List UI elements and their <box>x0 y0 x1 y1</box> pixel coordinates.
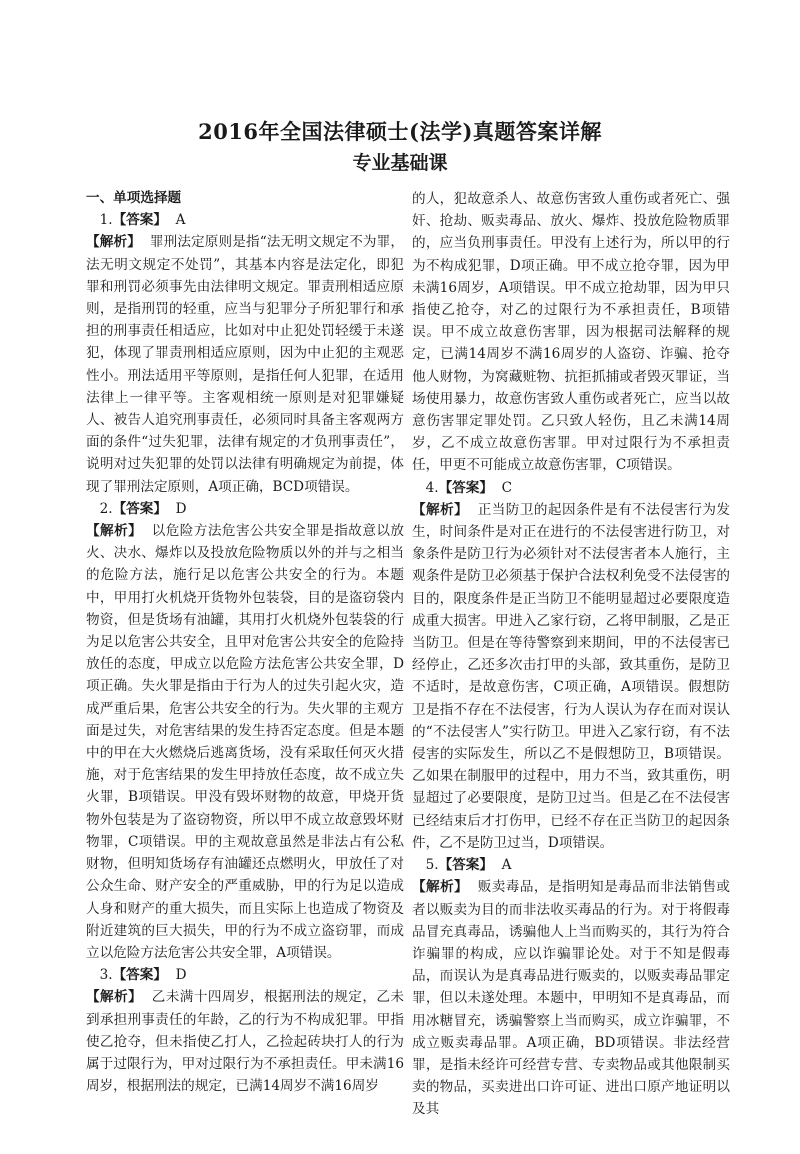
right-column <box>412 188 730 1121</box>
analysis-tag: 【解析】 <box>86 523 143 540</box>
question-number: 2. <box>99 500 113 517</box>
question-number: 1. <box>99 212 113 229</box>
page-title: 2016年全国法律硕士(法学)真题答案详解 <box>198 119 602 144</box>
answer-value: D <box>175 500 187 517</box>
analysis-tag: 【解析】 <box>86 989 143 1006</box>
answer-value: C <box>501 479 513 496</box>
answer-tag: 【答案】 <box>112 212 167 229</box>
answer-tag: 【答案】 <box>112 967 167 984</box>
analysis-tag: 【解析】 <box>412 501 469 518</box>
question-1-answer-line <box>86 209 404 231</box>
page-subtitle: 专业基础课 <box>352 152 448 174</box>
left-column <box>86 187 404 1097</box>
question-3-analysis-continued <box>412 188 730 477</box>
answer-tag: 【答案】 <box>112 500 167 517</box>
analysis-text: 罪刑法定原则是指“法无明文规定不为罪，法无明文规定不处罚”，其基本内容是法定化，即犯罪和刑罚必须事先由法律明文规定。罪责刑相适应原则，是指刑罚的轻重，应当与犯罪分子所犯罪行和承担的刑事责任相适应，比如对中止犯处罚轻缓于未遂犯，体现了罪责刑相适应原则，因为中止犯的主观恶性小。刑法适用平等原则，是指任何人犯罪，在适用法律上一律平等。主客观相统一原则是对犯罪嫌疑人、被告人追究刑事责任，必须同时具备主客观两方面的条件“过失犯罪，法律有规定的才负刑事责任”，说明对过失犯罪的处罚以法律有明确规定为前提，体现了罪刑法定原则，A项正确，BCD项错误。 <box>86 234 404 495</box>
answer-value: D <box>175 967 187 984</box>
question-5-answer-line <box>412 854 730 876</box>
answer-tag: 【答案】 <box>438 857 493 874</box>
question-2-analysis <box>86 520 404 964</box>
question-4-analysis <box>412 499 730 854</box>
analysis-tag: 【解析】 <box>86 234 141 251</box>
section-heading: 一、单项选择题 <box>86 190 182 206</box>
analysis-text: 正当防卫的起因条件是有不法侵害行为发生，时间条件是对正在进行的不法侵害进行防卫，对象条件是防卫行为必须针对不法侵害者本人施行，主观条件是防卫必须基于保护合法权利免受不法侵害的目的，限度条件是正当防卫不能明显超过必要限度造成重大损害。甲进入乙家行窃，乙将甲制服，乙是正当防卫。但是在等待警察到来期间，甲的不法侵害已经停止，乙还多次击打甲的头部，致其重伤，是防卫不适时，是故意伤害，C项正确，A项错误。假想防卫是指不存在不法侵害，行为人误认为存在而对误认的“不法侵害人”实行防卫。甲进入乙家行窃，有不法侵害的实际发生，所以乙不是假想防卫，B项错误。乙如果在制服甲的过程中，用力不当，致其重伤，明显超过了必要限度，是防卫过当。但是乙在不法侵害已经结束后才打伤甲，已经不存在正当防卫的起因条件，乙不是防卫过当，D项错误。 <box>412 501 731 851</box>
question-3-answer-line <box>86 964 404 986</box>
question-4-answer-line <box>412 477 730 499</box>
analysis-tag: 【解析】 <box>412 879 469 896</box>
analysis-text-part2: 的人，犯故意杀人、故意伤害致人重伤或者死亡、强奸、抢劫、贩卖毒品、放火、爆炸、投放危险物质罪的，应当负刑事责任。甲没有上述行为，所以甲的行为不构成犯罪，D项正确。甲不成立抢夺罪，因为甲未满16周岁，A项错误。甲不成立抢劫罪，因为甲只指使乙抢夺，对乙的过限行为不承担责任，B项错误。甲不成立故意伤害罪，因为根据司法解释的规定，已满14周岁不满16周岁的人盗窃、诈骗、抢夺他人财物，为窝藏赃物、抗拒抓捕或者毁灭罪证，当场使用暴力，故意伤害致人重伤或者死亡，应当以故意伤害罪定罪处罚。乙只致人轻伤，且乙未满14周岁，乙不成立故意伤害罪。甲对过限行为不承担责任，甲更不可能成立故意伤害罪，C项错误。 <box>412 191 730 474</box>
answer-value: A <box>501 857 512 874</box>
answer-value: A <box>175 212 186 229</box>
question-number: 4. <box>425 479 439 496</box>
question-1-analysis <box>86 231 404 497</box>
question-number: 3. <box>99 967 113 984</box>
analysis-text: 以危险方法危害公共安全罪是指故意以放火、决水、爆炸以及投放危险物质以外的并与之相当的危险方法，施行足以危害公共安全的行为。本题中，甲用打火机烧开货物外包装袋，目的是盗窃袋内物资，但是货场有油罐，其用打火机烧外包装袋的行为足以危害公共安全，且甲对危害公共安全的危险持放任的态度，甲成立以危险方法危害公共安全罪，D项正确。失火罪是指由于行为人的过失引起火灾，造成严重后果，危害公共安全的行为。失火罪的主观方面是过失，对危害结果的发生持否定态度。但是本题中的甲在大火燃烧后逃离货场，没有采取任何灭火措施，对于危害结果的发生甲持放任态度，故不成立失火罪，B项错误。甲没有毁坏财物的故意，甲烧开货物外包装是为了盗窃物资，所以甲不成立故意毁坏财物罪，C项错误。甲的主观故意虽然是非法占有公私财物，但明知货场存有油罐还点燃明火，甲放任了对公众生命、财产安全的严重威胁，甲的行为足以造成人身和财产的重大损失，而且实际上也造成了物资及附近建筑的巨大损失，甲的行为不成立盗窃罪，而成立以危险方法危害公共安全罪，A项错误。 <box>86 523 405 961</box>
question-number: 5. <box>425 857 439 874</box>
analysis-text-part1: 乙未满十四周岁，根据刑法的规定，乙未到承担刑事责任的年龄，乙的行为不构成犯罪。甲指使乙抢夺，但未指使乙打人，乙捡起砖块打人的行为属于过限行为，甲对过限行为不承担责任。甲未满16周岁，根据刑法的规定，已满14周岁不满16周岁 <box>86 989 405 1095</box>
analysis-text: 贩卖毒品，是指明知是毒品而非法销售或者以贩卖为目的而非法收买毒品的行为。对于将假毒品冒充真毒品，诱骗他人上当而购买的，其行为符合诈骗罪的构成，应以诈骗罪论处。对于不知是假毒品，而误认为是真毒品进行贩卖的，以贩卖毒品罪定罪，但以未遂处理。本题中，甲明知不是真毒品，而用冰糖冒充，诱骗警察上当而购买，成立诈骗罪，不成立贩卖毒品罪。A项正确，BD项错误。非法经营罪，是指未经许可经营专营、专卖物品或其他限制买卖的物品，买卖进出口许可证、进出口原产地证明以及其 <box>412 879 731 1118</box>
answer-tag: 【答案】 <box>438 479 493 496</box>
question-5-analysis <box>412 876 730 1120</box>
question-2-answer-line <box>86 498 404 520</box>
question-3-analysis <box>86 986 404 1097</box>
